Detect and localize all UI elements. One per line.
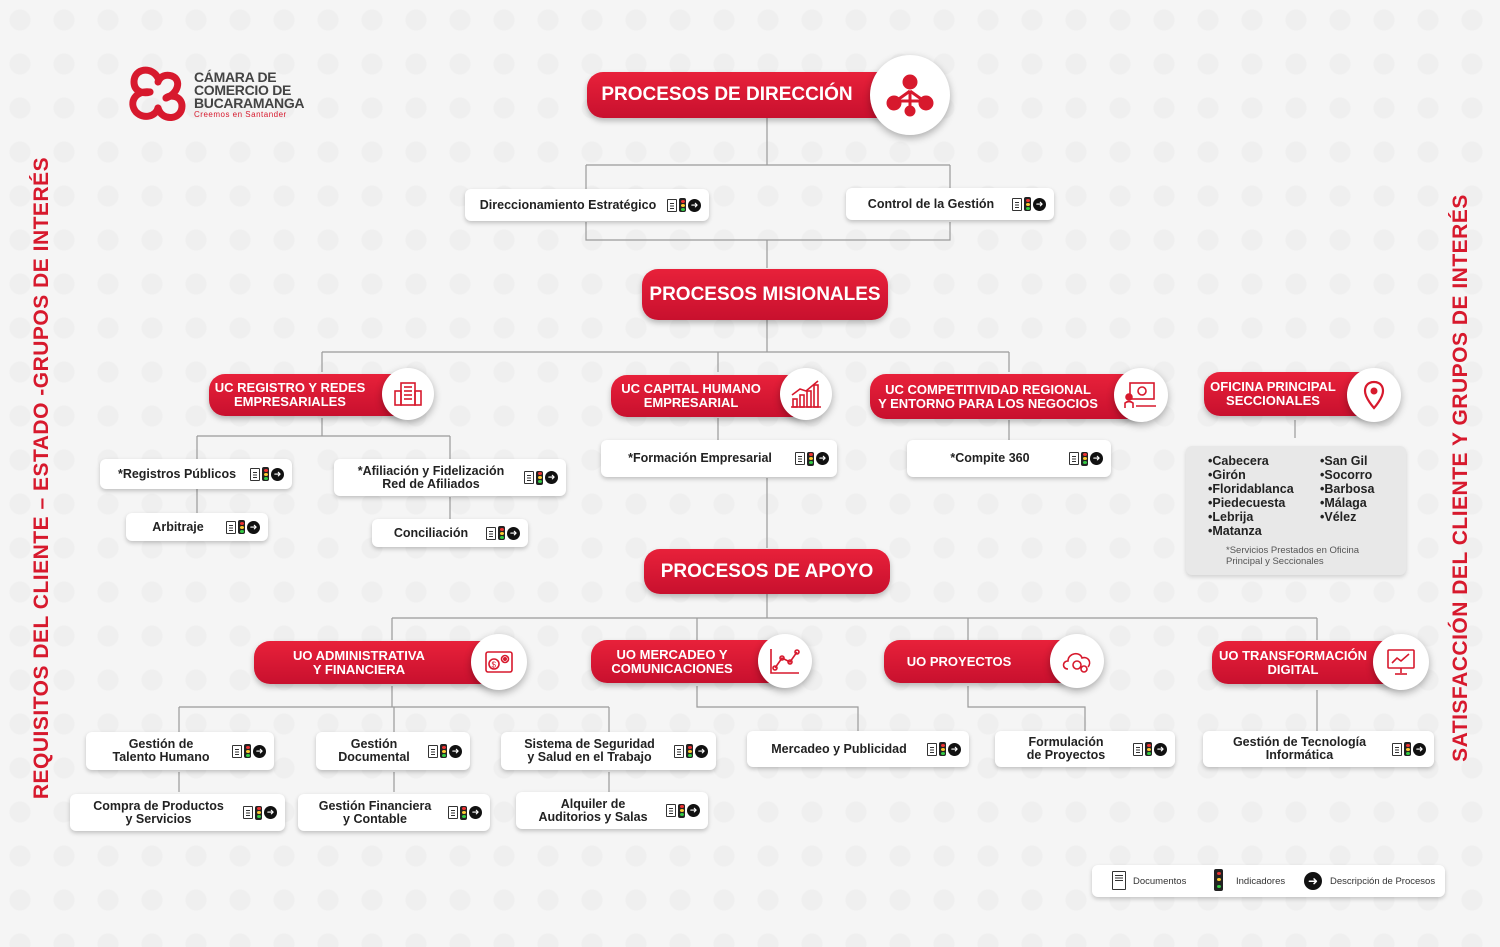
direccion-title-text: PROCESOS DE DIRECCIÓN <box>601 84 853 105</box>
seccional-item: •Cabecera <box>1208 454 1269 468</box>
misionales-title-text: PROCESOS MISIONALES <box>649 283 881 305</box>
indicator-icon[interactable] <box>536 471 543 485</box>
unit-mercadeo-line1: UO MERCADEO Y <box>616 646 728 662</box>
indicator-icon[interactable] <box>939 742 946 756</box>
people-network-icon <box>886 73 934 117</box>
arrow-right-icon[interactable]: ➜ <box>449 745 462 758</box>
gestion-financiera-label <box>306 800 444 826</box>
document-icon[interactable] <box>1012 198 1022 211</box>
tecnologia-line1: Gestión de Tecnología <box>1232 735 1367 749</box>
apoyo-title-text: PROCESOS DE APOYO <box>660 560 874 582</box>
seccionales-column-1 <box>1208 454 1294 538</box>
seccional-item: •Girón <box>1208 468 1246 482</box>
afiliacion-label <box>342 465 520 491</box>
unit-oficina-line1: OFICINA PRINCIPAL <box>1210 379 1336 394</box>
document-icon[interactable] <box>250 468 260 481</box>
arrow-right-icon[interactable]: ➜ <box>1154 743 1167 756</box>
logo-line-2: COMERCIO DE <box>194 82 292 98</box>
direccion-icon-circle <box>870 55 950 135</box>
tecnologia-informatica-box[interactable] <box>1203 731 1434 767</box>
process-icons <box>674 744 708 758</box>
arrow-right-icon[interactable]: ➜ <box>1090 452 1103 465</box>
unit-proyectos-line1: UO PROYECTOS <box>906 653 1012 669</box>
arrow-right-icon[interactable]: ➜ <box>688 199 701 212</box>
document-icon[interactable] <box>674 745 684 758</box>
formacion-empresarial-box[interactable] <box>601 440 837 477</box>
indicator-icon[interactable] <box>244 744 251 758</box>
logo-slogan: Creemos en Santander <box>194 110 287 119</box>
indicator-icon[interactable] <box>1145 742 1152 756</box>
mercadeo-publicidad-label: Mercadeo y Publicidad <box>771 741 907 756</box>
arrow-right-icon[interactable]: ➜ <box>271 468 284 481</box>
conciliacion-box[interactable] <box>372 519 528 547</box>
arrow-right-icon[interactable]: ➜ <box>948 743 961 756</box>
afiliacion-line2: Red de Afiliados <box>382 476 480 491</box>
arbitraje-box[interactable] <box>126 513 268 541</box>
process-icons <box>226 520 260 534</box>
logo <box>126 64 316 130</box>
talento-line1: Gestión de <box>128 737 194 751</box>
side-title-left: REQUISITOS DEL CLIENTE – ESTADO -GRUPOS DE INTERÉS <box>30 156 53 800</box>
registros-publicos-box[interactable] <box>100 459 292 489</box>
seccional-item: •Lebrija <box>1208 510 1254 524</box>
unit-competitividad-line2: Y ENTORNO PARA LOS NEGOCIOS <box>878 395 1098 411</box>
direccionamiento-estrategico-label: Direccionamiento Estratégico <box>479 197 657 212</box>
unit-registro-line2: EMPRESARIALES <box>234 394 346 409</box>
unit-mercadeo-circle <box>758 634 812 688</box>
arrow-right-icon[interactable]: ➜ <box>247 521 260 534</box>
compite-360-box[interactable] <box>907 440 1111 477</box>
document-icon[interactable] <box>1069 452 1079 465</box>
document-icon[interactable] <box>486 527 496 540</box>
process-icons <box>795 452 829 466</box>
tecnologia-informatica-label <box>1211 736 1388 762</box>
indicator-icon[interactable] <box>1024 197 1031 211</box>
seccional-item: •Barbosa <box>1320 482 1375 496</box>
indicator-icon[interactable] <box>255 806 262 820</box>
unit-administrativa-line2: Y FINANCIERA <box>312 661 406 677</box>
document-icon[interactable] <box>795 452 805 465</box>
unit-registro[interactable] <box>209 374 405 416</box>
line-chart-icon <box>768 646 802 676</box>
document-icon[interactable] <box>232 745 242 758</box>
process-icons <box>666 804 700 818</box>
formulacion-proyectos-label <box>1003 736 1129 762</box>
document-icon[interactable] <box>524 471 534 484</box>
seccional-item: •San Gil <box>1320 454 1368 468</box>
gestion-documental-label <box>324 738 424 764</box>
unit-competitividad[interactable] <box>870 374 1140 419</box>
seguridad-salud-box[interactable] <box>501 732 716 770</box>
seccionales-list <box>1186 446 1406 575</box>
tecnologia-line2: Informática <box>1265 748 1334 762</box>
unit-administrativa-circle <box>471 634 527 690</box>
unit-administrativa[interactable] <box>254 641 498 684</box>
arrow-right-icon[interactable]: ➜ <box>253 745 266 758</box>
unit-transformacion-line2: DIGITAL <box>1267 661 1319 677</box>
indicator-icon[interactable] <box>686 744 693 758</box>
indicator-icon[interactable] <box>238 520 245 534</box>
formacion-empresarial-label: *Formación Empresarial <box>628 451 772 465</box>
seccional-item: •Piedecuesta <box>1208 496 1286 510</box>
seccional-item: •Matanza <box>1208 524 1262 538</box>
arrow-right-icon[interactable]: ➜ <box>695 745 708 758</box>
registros-publicos-label: *Registros Públicos <box>117 466 237 481</box>
indicator-icon[interactable] <box>679 198 686 212</box>
process-icons <box>524 471 558 485</box>
logo-line-1: CÁMARA DE <box>194 69 277 85</box>
misionales-title[interactable] <box>642 269 888 320</box>
control-gestion-label: Control de la Gestión <box>867 196 995 211</box>
compra-line1: Compra de Productos <box>93 798 224 813</box>
logo-line-3: BUCARAMANGA <box>194 95 305 111</box>
indicator-icon[interactable] <box>1404 742 1411 756</box>
indicator-icon[interactable] <box>807 452 814 466</box>
control-gestion-box[interactable] <box>846 188 1054 220</box>
unit-proyectos[interactable] <box>884 640 1068 683</box>
documental-line2: Documental <box>338 750 410 764</box>
unit-capital-circle <box>780 368 832 420</box>
indicator-icon[interactable] <box>262 467 269 481</box>
conciliacion-label: Conciliación <box>393 525 469 540</box>
compra-line2: y Servicios <box>125 811 192 826</box>
document-icon[interactable] <box>1133 743 1143 756</box>
unit-capital-line2: EMPRESARIAL <box>643 395 739 410</box>
process-icons <box>232 744 266 758</box>
seguridad-salud-label <box>509 738 670 764</box>
unit-oficina-circle <box>1347 368 1401 422</box>
compra-productos-box[interactable] <box>70 794 285 831</box>
unit-registro-circle <box>382 368 434 420</box>
unit-proyectos-circle <box>1050 634 1104 688</box>
alquiler-line1: Alquiler de <box>560 796 626 811</box>
seccional-item: •Vélez <box>1320 510 1357 524</box>
legend-descripcion-label: Descripción de Procesos <box>1330 876 1436 887</box>
arrow-right-icon[interactable]: ➜ <box>264 806 277 819</box>
apoyo-title[interactable] <box>644 549 890 594</box>
document-icon[interactable] <box>428 745 438 758</box>
legend-indicator-icon <box>1214 869 1223 891</box>
unit-capital-humano[interactable] <box>611 375 805 417</box>
compra-productos-label <box>78 800 239 826</box>
alquiler-auditorios-box[interactable] <box>516 792 708 829</box>
indicator-icon[interactable] <box>1081 452 1088 466</box>
legend-arrow-icon: ➜ <box>1304 872 1322 890</box>
process-icons <box>1069 452 1103 466</box>
legend-indicadores-label: Indicadores <box>1236 876 1286 887</box>
growth-chart-icon <box>790 379 822 409</box>
arrow-right-icon[interactable]: ➜ <box>507 527 520 540</box>
indicator-icon[interactable] <box>498 526 505 540</box>
arrow-right-icon[interactable]: ➜ <box>1413 743 1426 756</box>
cloud-gear-icon <box>1060 647 1094 675</box>
monitor-icon <box>1385 647 1417 677</box>
indicator-icon[interactable] <box>678 804 685 818</box>
financiera-line2: y Contable <box>343 811 407 826</box>
unit-capital-line1: UC CAPITAL HUMANO <box>621 381 761 396</box>
seccional-item: •Floridablanca <box>1208 482 1294 496</box>
legend <box>1092 865 1445 897</box>
arrow-right-icon[interactable]: ➜ <box>816 452 829 465</box>
formulacion-line2: de Proyectos <box>1026 748 1106 762</box>
seccionales-column-2 <box>1320 454 1374 524</box>
arrow-right-icon[interactable]: ➜ <box>545 471 558 484</box>
gestion-documental-box[interactable] <box>316 732 470 770</box>
arbitraje-label: Arbitraje <box>152 519 204 534</box>
seccionales-note: *Servicios Prestados en Oficina Principal y Seccionales <box>1226 545 1360 567</box>
unit-competitividad-line1: UC COMPETITIVIDAD REGIONAL <box>885 381 1091 397</box>
arrow-right-icon[interactable]: ➜ <box>687 804 700 817</box>
indicator-icon[interactable] <box>440 744 447 758</box>
legend-documentos-label: Documentos <box>1133 876 1187 887</box>
process-icons <box>927 742 961 756</box>
process-icons <box>1133 742 1167 756</box>
legend-document-icon <box>1112 871 1126 890</box>
unit-competitividad-circle <box>1114 368 1168 422</box>
talento-humano-label <box>94 738 228 764</box>
document-icon[interactable] <box>666 804 676 817</box>
alquiler-auditorios-label <box>524 798 662 824</box>
direccionamiento-estrategico-box[interactable] <box>465 189 709 221</box>
building-icon <box>393 379 423 409</box>
sst-line1: Sistema de Seguridad <box>524 737 655 751</box>
unit-transformacion-circle <box>1373 634 1429 690</box>
afiliacion-line1: *Afiliación y Fidelización <box>357 463 505 478</box>
seccional-item: •Socorro <box>1320 468 1373 482</box>
unit-registro-line1: UC REGISTRO Y REDES <box>214 380 366 395</box>
gestion-financiera-box[interactable] <box>298 794 490 831</box>
formulacion-line1: Formulación <box>1028 735 1104 749</box>
process-icons <box>243 806 277 820</box>
unit-administrativa-line1: UO ADMINISTRATIVA <box>293 647 425 663</box>
arrow-right-icon[interactable]: ➜ <box>1033 198 1046 211</box>
document-icon[interactable] <box>448 806 458 819</box>
documental-line1: Gestión <box>350 737 398 751</box>
process-icons <box>667 198 701 212</box>
direccion-title[interactable] <box>587 72 907 118</box>
process-icons <box>486 526 520 540</box>
afiliacion-box[interactable] <box>334 459 566 496</box>
document-icon[interactable] <box>927 743 937 756</box>
arrow-right-icon[interactable]: ➜ <box>469 806 482 819</box>
location-pin-icon <box>1363 380 1385 410</box>
finance-gear-icon <box>483 647 515 677</box>
unit-transformacion-line1: UO TRANSFORMACIÓN <box>1218 647 1368 663</box>
document-icon[interactable] <box>226 521 236 534</box>
document-icon[interactable] <box>1392 743 1402 756</box>
process-icons <box>1012 197 1046 211</box>
indicator-icon[interactable] <box>460 806 467 820</box>
sst-line2: y Salud en el Trabajo <box>527 750 652 764</box>
process-icons <box>428 744 462 758</box>
svg-text:$: $ <box>491 660 496 670</box>
seccional-item: •Málaga <box>1320 496 1367 510</box>
logo-mark-icon <box>126 64 188 128</box>
process-icons <box>448 806 482 820</box>
formulacion-proyectos-box[interactable] <box>995 731 1175 767</box>
unit-mercadeo-line2: COMUNICACIONES <box>611 660 733 676</box>
document-icon[interactable] <box>667 199 677 212</box>
compite-360-label: *Compite 360 <box>950 451 1030 465</box>
alquiler-line2: Auditorios y Salas <box>538 809 648 824</box>
unit-oficina-line2: SECCIONALES <box>1226 393 1320 408</box>
process-icons <box>1392 742 1426 756</box>
talento-humano-box[interactable] <box>86 732 274 770</box>
mercadeo-publicidad-box[interactable] <box>747 731 969 767</box>
process-icons <box>250 467 284 481</box>
presentation-icon <box>1124 380 1158 410</box>
document-icon[interactable] <box>243 806 253 819</box>
side-title-right: SATISFACCIÓN DEL CLIENTE Y GRUPOS DE INTERÉS <box>1449 194 1472 762</box>
talento-line2: Talento Humano <box>112 750 210 764</box>
financiera-line1: Gestión Financiera <box>318 798 432 813</box>
